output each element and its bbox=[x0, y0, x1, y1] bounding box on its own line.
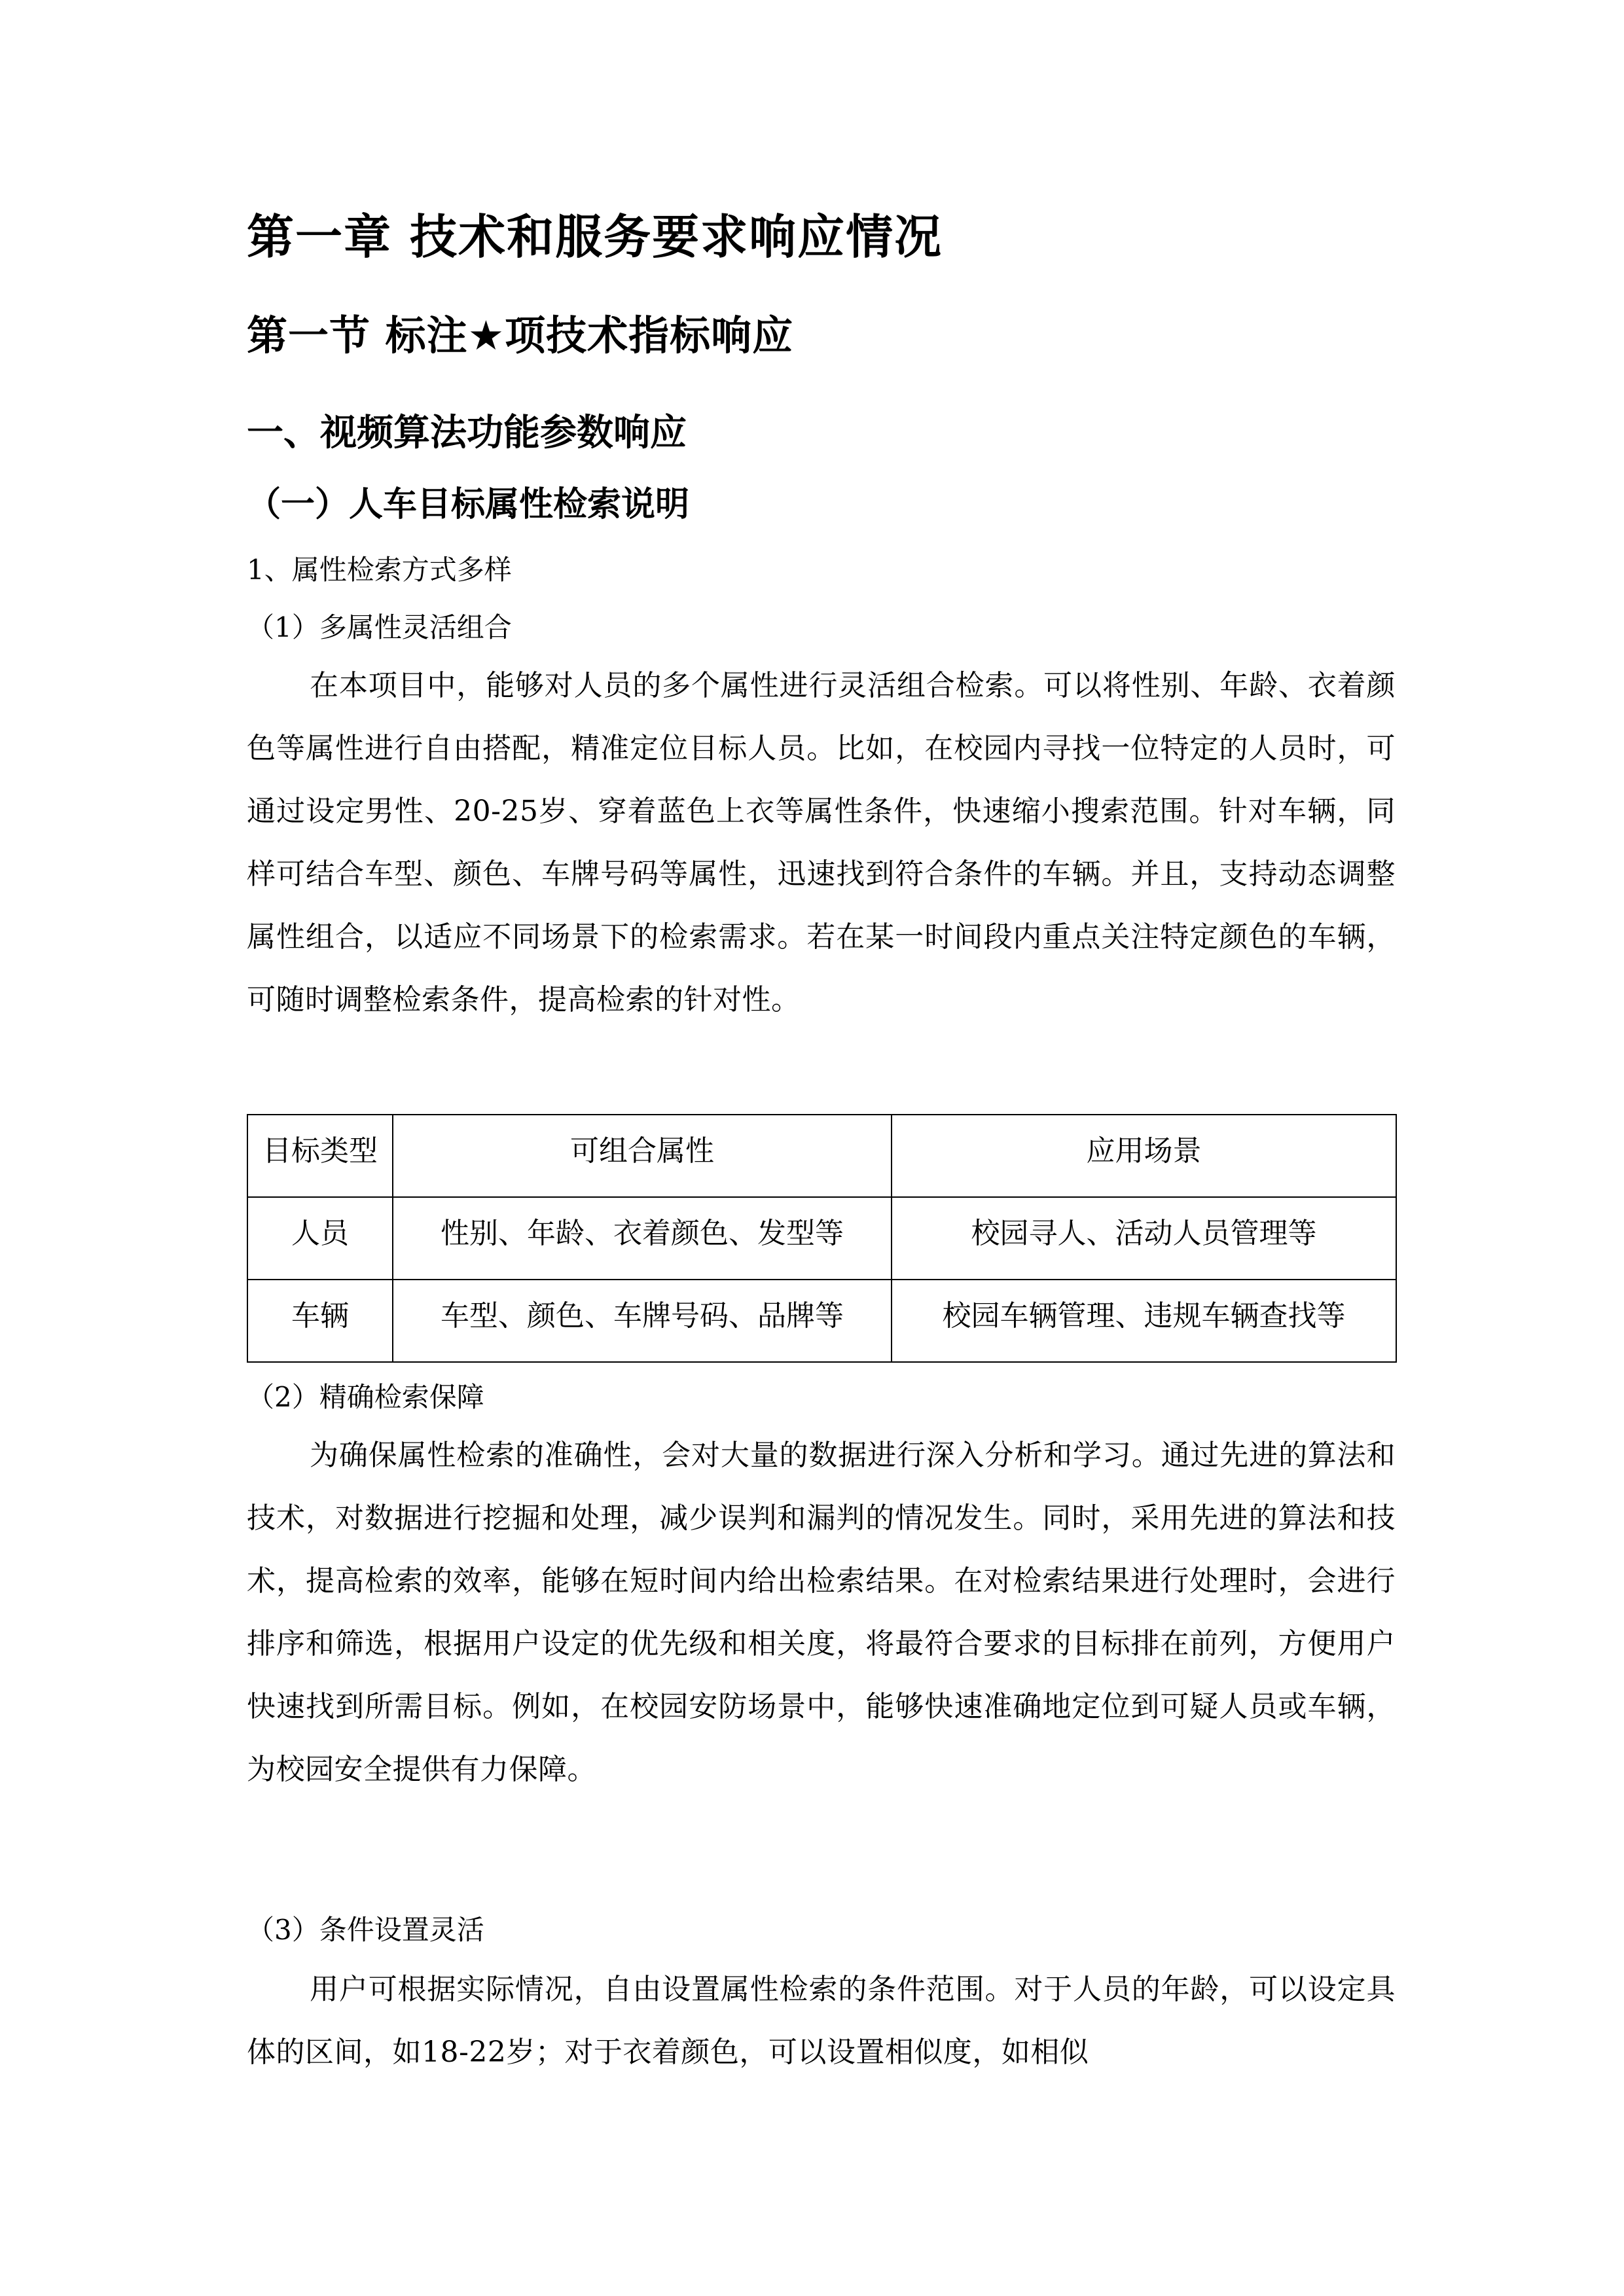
table-header-cell: 可组合属性 bbox=[393, 1115, 892, 1197]
sub-3-paragraph: 用户可根据实际情况，自由设置属性检索的条件范围。对于人员的年龄，可以设定具体的区间，如18-22岁；对于衣着颜色，可以设置相似度，如相似 bbox=[247, 1973, 1396, 2069]
table-header-cell: 目标类型 bbox=[247, 1115, 393, 1197]
table-row bbox=[247, 1280, 1396, 1362]
table-cell: 车辆 bbox=[247, 1280, 393, 1362]
table-row bbox=[247, 1197, 1396, 1280]
sub-1-paragraph: 在本项目中，能够对人员的多个属性进行灵活组合检索。可以将性别、年龄、衣着颜色等属性进行自由搭配，精准定位目标人员。比如，在校园内寻找一位特定的人员时，可通过设定男性、20-25岁、穿着蓝色上衣等属性条件，快速缩小搜索范围。针对车辆，同样可结合车型、颜色、车牌号码等属性，迅速找到符合条件的车辆。并且，支持动态调整属性组合，以适应不同场景下的检索需求。若在某一时间段内重点关注特定颜色的车辆，可随时调整检索条件，提高检索的针对性。 bbox=[247, 669, 1396, 1016]
item-1-title: 1、属性检索方式多样 bbox=[247, 554, 512, 586]
sub-1-title: （1）多属性灵活组合 bbox=[247, 611, 512, 643]
chapter-title: 第一章 技术和服务要求响应情况 bbox=[247, 209, 943, 264]
table-header-cell: 应用场景 bbox=[892, 1115, 1396, 1197]
section-title: 第一节 标注★项技术指标响应 bbox=[247, 312, 794, 359]
table-cell: 校园车辆管理、违规车辆查找等 bbox=[892, 1280, 1396, 1362]
sub-2-paragraph: 为确保属性检索的准确性，会对大量的数据进行深入分析和学习。通过先进的算法和技术，对数据进行挖掘和处理，减少误判和漏判的情况发生。同时，采用先进的算法和技术，提高检索的效率，能够在短时间内给出检索结果。在对检索结果进行处理时，会进行排序和筛选，根据用户设定的优先级和相关度，将最符合要求的目标排在前列，方便用户快速找到所需目标。例如，在校园安防场景中，能够快速准确地定位到可疑人员或车辆，为校园安全提供有力保障。 bbox=[247, 1439, 1396, 1786]
table-cell: 人员 bbox=[247, 1197, 393, 1280]
sub-3-title: （3）条件设置灵活 bbox=[247, 1914, 484, 1946]
table-cell: 性别、年龄、衣着颜色、发型等 bbox=[393, 1197, 892, 1280]
table-cell: 校园寻人、活动人员管理等 bbox=[892, 1197, 1396, 1280]
sub-2-title: （2）精确检索保障 bbox=[247, 1381, 484, 1413]
subsection-title: 一、视频算法功能参数响应 bbox=[247, 412, 687, 454]
attribute-table bbox=[247, 1114, 1397, 1363]
table-header-row bbox=[247, 1115, 1396, 1197]
table-cell: 车型、颜色、车牌号码、品牌等 bbox=[393, 1280, 892, 1362]
subsubsection-title: （一）人车目标属性检索说明 bbox=[247, 484, 690, 524]
